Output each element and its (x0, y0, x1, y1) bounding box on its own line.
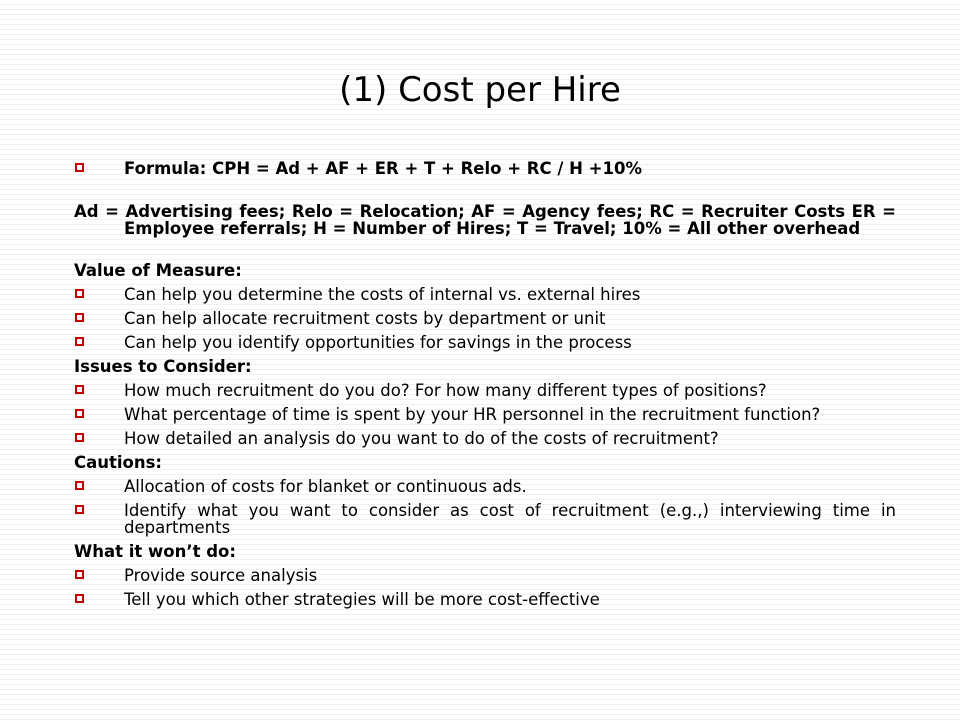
slide-title: (1) Cost per Hire (339, 70, 621, 110)
list-item-text: Can help allocate recruitment costs by department or unit (124, 309, 606, 328)
hollow-square-bullet-icon (75, 433, 84, 442)
list-item (74, 286, 896, 303)
list-item (74, 478, 896, 495)
hollow-square-bullet-icon (75, 570, 84, 579)
hollow-square-bullet-icon (75, 385, 84, 394)
hollow-square-bullet-icon (75, 409, 84, 418)
list-item-text: Can help you determine the costs of internal vs. external hires (124, 285, 641, 304)
slide-content (74, 160, 896, 615)
list-item (74, 334, 896, 351)
issues-heading: Issues to Consider: (74, 357, 252, 376)
list-item (74, 382, 896, 399)
formula-text: Formula: CPH = Ad + AF + ER + T + Relo + RC / H +10% (124, 159, 642, 178)
hollow-square-bullet-icon (75, 481, 84, 490)
list-item-text: Identify what you want to consider as cost of recruitment (e.g.,) interviewing time in departments (124, 501, 896, 537)
list-item (74, 406, 896, 423)
list-item-text: Can help you identify opportunities for savings in the process (124, 333, 632, 352)
formula-item (74, 160, 896, 177)
hollow-square-bullet-icon (75, 289, 84, 298)
list-item (74, 591, 896, 608)
hollow-square-bullet-icon (75, 594, 84, 603)
list-item (74, 310, 896, 327)
list-item-text: Allocation of costs for blanket or continuous ads. (124, 477, 527, 496)
hollow-square-bullet-icon (75, 505, 84, 514)
list-item (74, 502, 896, 536)
wont-heading: What it won’t do: (74, 542, 236, 561)
definitions-text: Ad = Advertising fees; Relo = Relocation; AF = Agency fees; RC = Recruiter Costs ER = Employee referrals; H = Number of Hires; T = Travel; 10% = All other overhead (74, 202, 896, 238)
list-item-text: How detailed an analysis do you want to do of the costs of recruitment? (124, 429, 719, 448)
hollow-square-bullet-icon (75, 337, 84, 346)
hollow-square-bullet-icon (75, 313, 84, 322)
cautions-heading: Cautions: (74, 453, 163, 472)
list-item-text: Provide source analysis (124, 566, 318, 585)
list-item (74, 567, 896, 584)
hollow-square-bullet-icon (75, 163, 84, 172)
list-item-text: Tell you which other strategies will be more cost-effective (124, 590, 600, 609)
list-item (74, 430, 896, 447)
list-item-text: What percentage of time is spent by your HR personnel in the recruitment function? (124, 405, 821, 424)
list-item-text: How much recruitment do you do? For how many different types of positions? (124, 381, 767, 400)
value-heading: Value of Measure: (74, 261, 242, 280)
